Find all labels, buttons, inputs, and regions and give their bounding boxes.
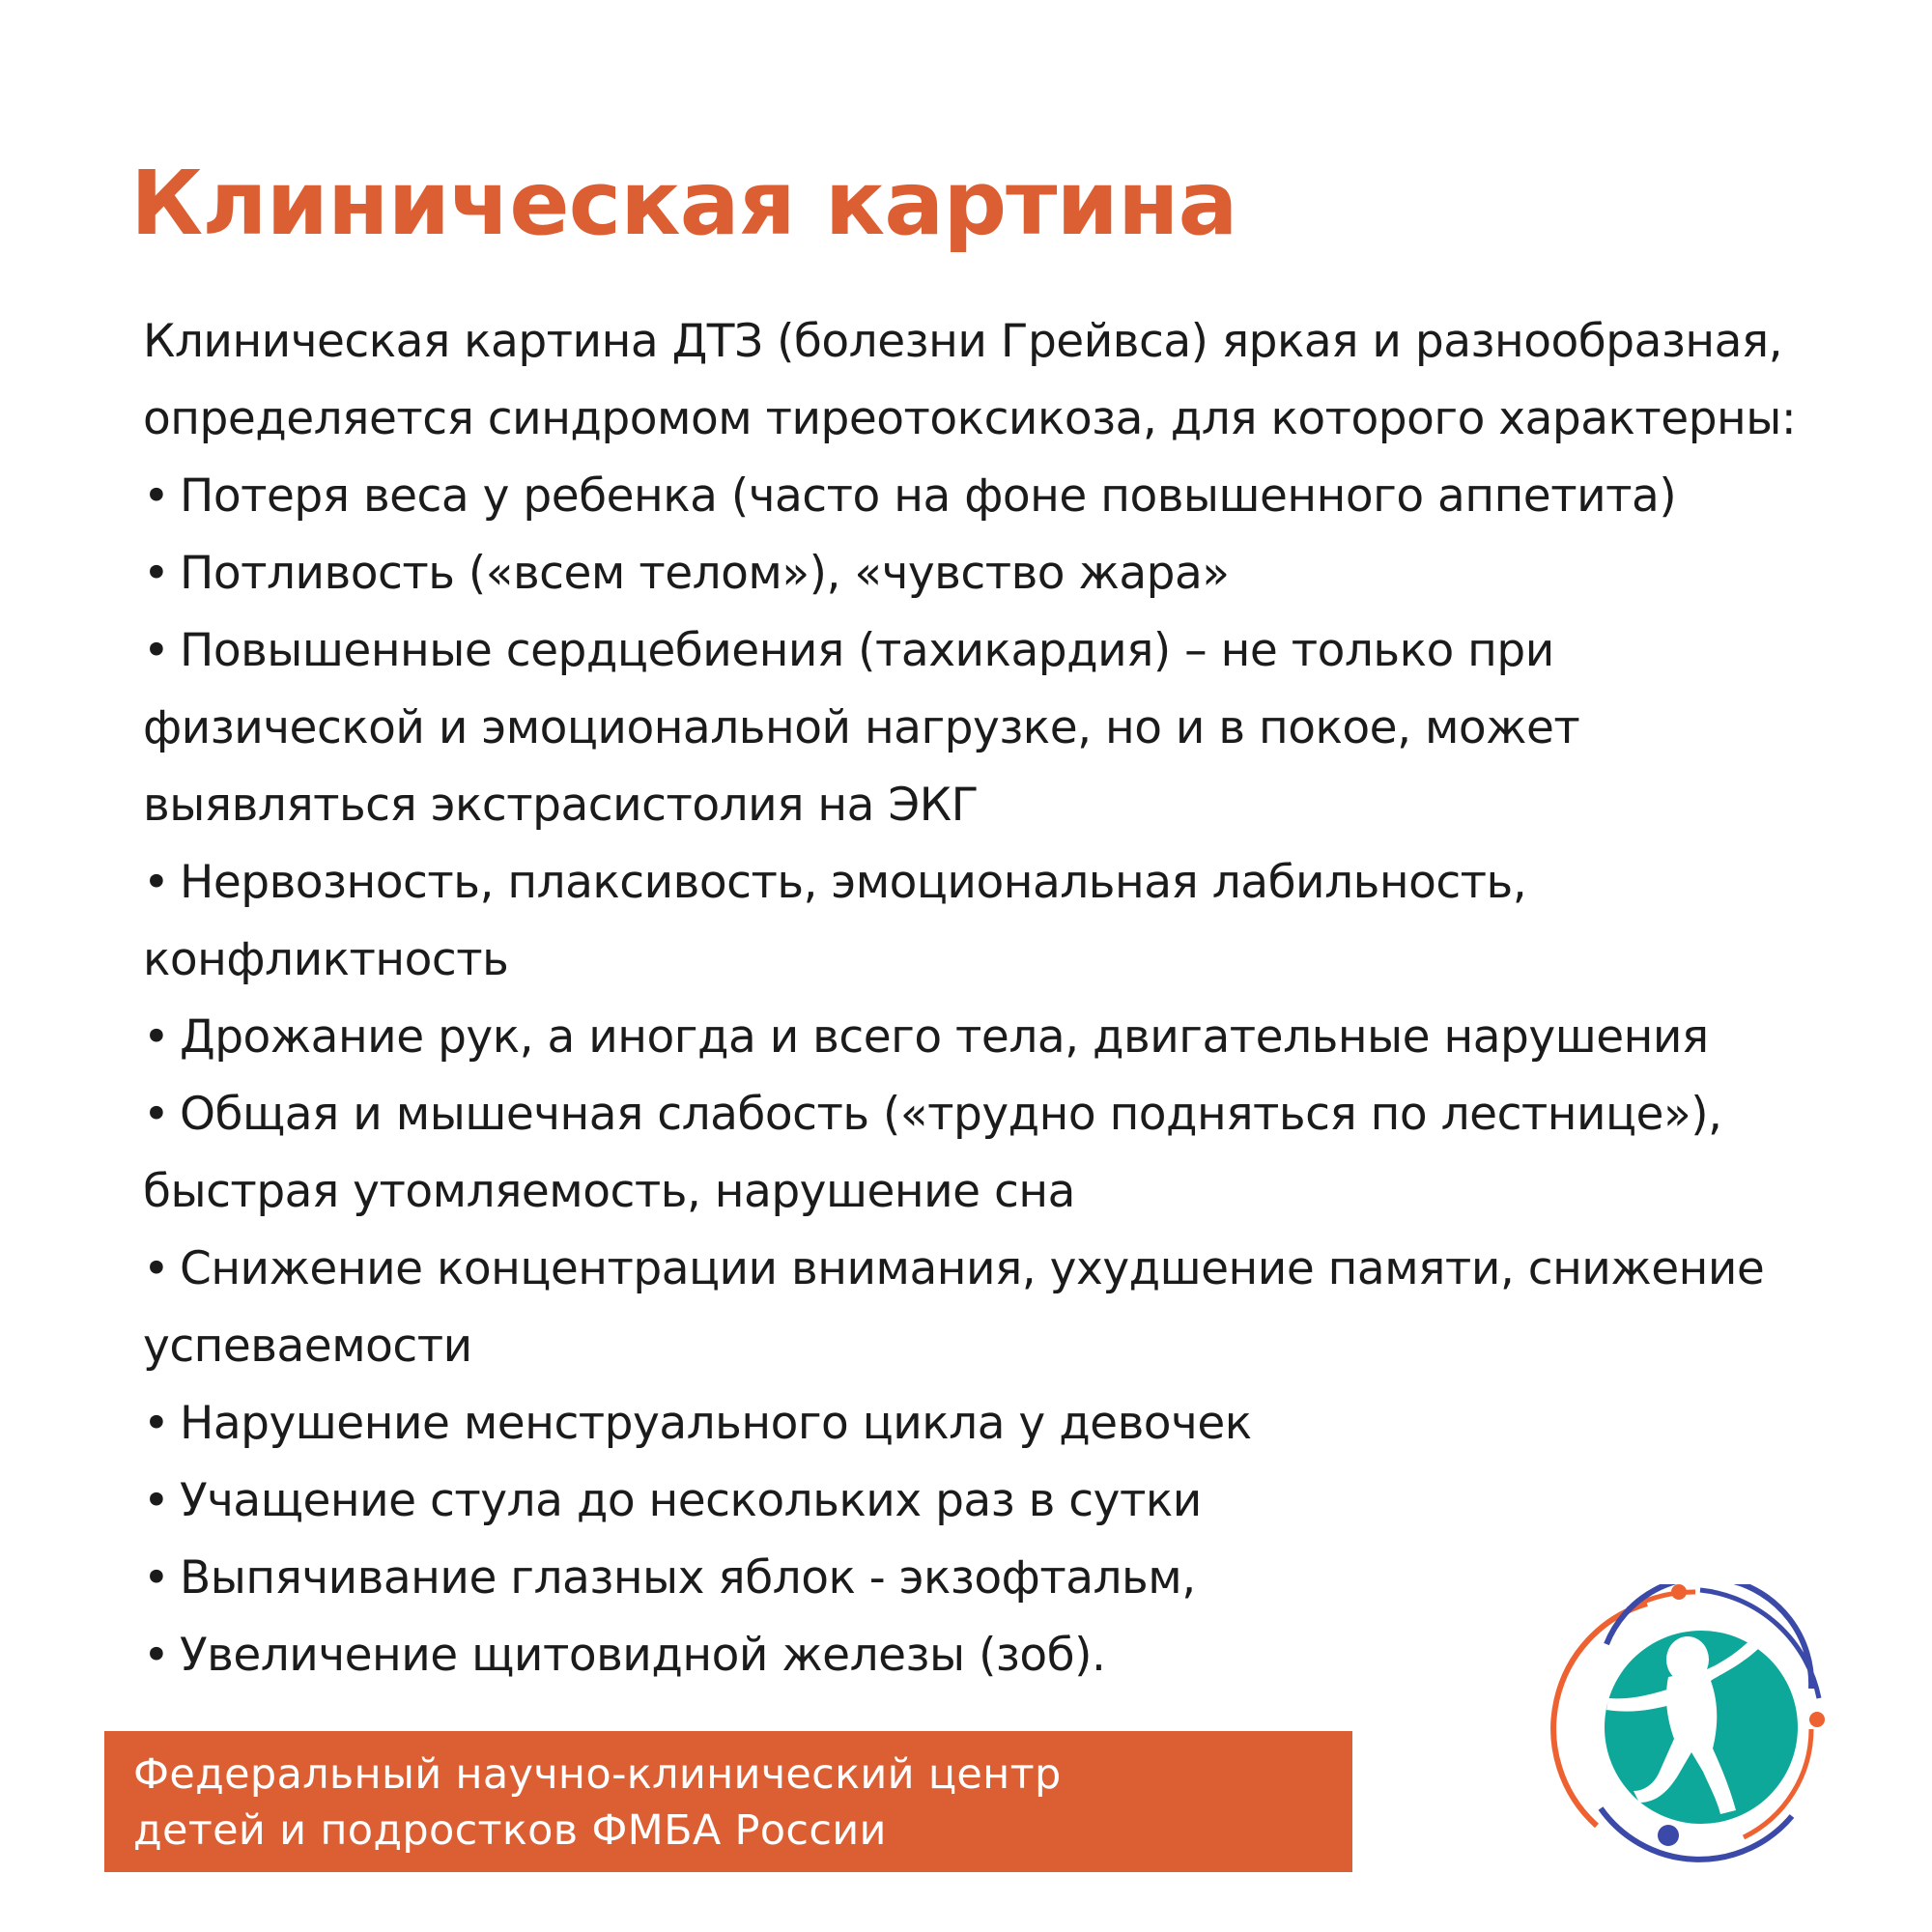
child-jumping-logo-icon — [1550, 1584, 1850, 1864]
bullet-continuation: физической и эмоциональной нагрузке, но и в покое, может — [143, 701, 1580, 754]
bullet-text: Учащение стула до нескольких раз в сутки — [180, 1474, 1202, 1527]
bullet-dot: • — [143, 856, 170, 909]
bullet-text: Выпячивание глазных яблок - экзофтальм, — [180, 1551, 1196, 1605]
bullet-dot: • — [143, 1010, 170, 1064]
bullet-text: Увеличение щитовидной железы (зоб). — [180, 1629, 1106, 1682]
bullet-text: Повышенные сердцебиения (тахикардия) – не только при — [180, 624, 1554, 677]
footer-line: детей и подростков ФМБА России — [133, 1806, 887, 1855]
intro-line: Клиническая картина ДТЗ (болезни Грейвса) яркая и разнообразная, — [143, 315, 1783, 368]
symptoms-text — [143, 303, 1911, 1694]
bullet-item — [143, 612, 1911, 844]
footer-banner — [104, 1731, 1352, 1872]
bullet-dot: • — [143, 1088, 170, 1141]
bullet-text: Потеря веса у ребенка (часто на фоне повышенного аппетита) — [180, 469, 1677, 523]
bullet-continuation: конфликтность — [143, 933, 509, 986]
bullet-item — [143, 999, 1911, 1076]
footer-line: Федеральный научно-клинический центр — [133, 1750, 1062, 1799]
bullet-text: Потливость («всем телом»), «чувство жара» — [180, 547, 1230, 600]
bullet-text: Общая и мышечная слабость («трудно подняться по лестнице»), — [180, 1088, 1722, 1141]
footer-organization — [133, 1747, 1062, 1859]
bullet-dot: • — [143, 469, 170, 523]
logo-dot-right — [1809, 1712, 1825, 1727]
bullet-text: Снижение концентрации внимания, ухудшение памяти, снижение — [180, 1242, 1765, 1295]
page-title: Клиническая картина — [130, 152, 1237, 255]
bullet-dot: • — [143, 1397, 170, 1450]
bullet-text: Нарушение менструального цикла у девочек — [180, 1397, 1252, 1450]
bullet-text: Дрожание рук, а иногда и всего тела, двигательные нарушения — [180, 1010, 1709, 1064]
bullet-item — [143, 458, 1911, 535]
bullet-item — [143, 535, 1911, 612]
bullet-text: Нервозность, плаксивость, эмоциональная лабильность, — [180, 856, 1527, 909]
bullet-dot: • — [143, 547, 170, 600]
bullet-item — [143, 844, 1911, 999]
logo-dot-bottom — [1658, 1825, 1679, 1846]
bullet-dot: • — [143, 1629, 170, 1682]
bullet-item — [143, 1076, 1911, 1231]
intro-line: определяется синдромом тиреотоксикоза, для которого характерны: — [143, 392, 1797, 445]
logo-dot-top — [1671, 1584, 1687, 1600]
bullet-continuation: успеваемости — [143, 1320, 472, 1373]
bullet-item — [143, 1231, 1911, 1385]
bullet-dot: • — [143, 1242, 170, 1295]
bullet-dot: • — [143, 1551, 170, 1605]
bullet-item — [143, 1385, 1911, 1463]
bullet-continuation: быстрая утомляемость, нарушение сна — [143, 1165, 1075, 1218]
bullet-dot: • — [143, 624, 170, 677]
bullet-item — [143, 1463, 1911, 1540]
bullet-dot: • — [143, 1474, 170, 1527]
bullet-continuation: выявляться экстрасистолия на ЭКГ — [143, 779, 979, 832]
